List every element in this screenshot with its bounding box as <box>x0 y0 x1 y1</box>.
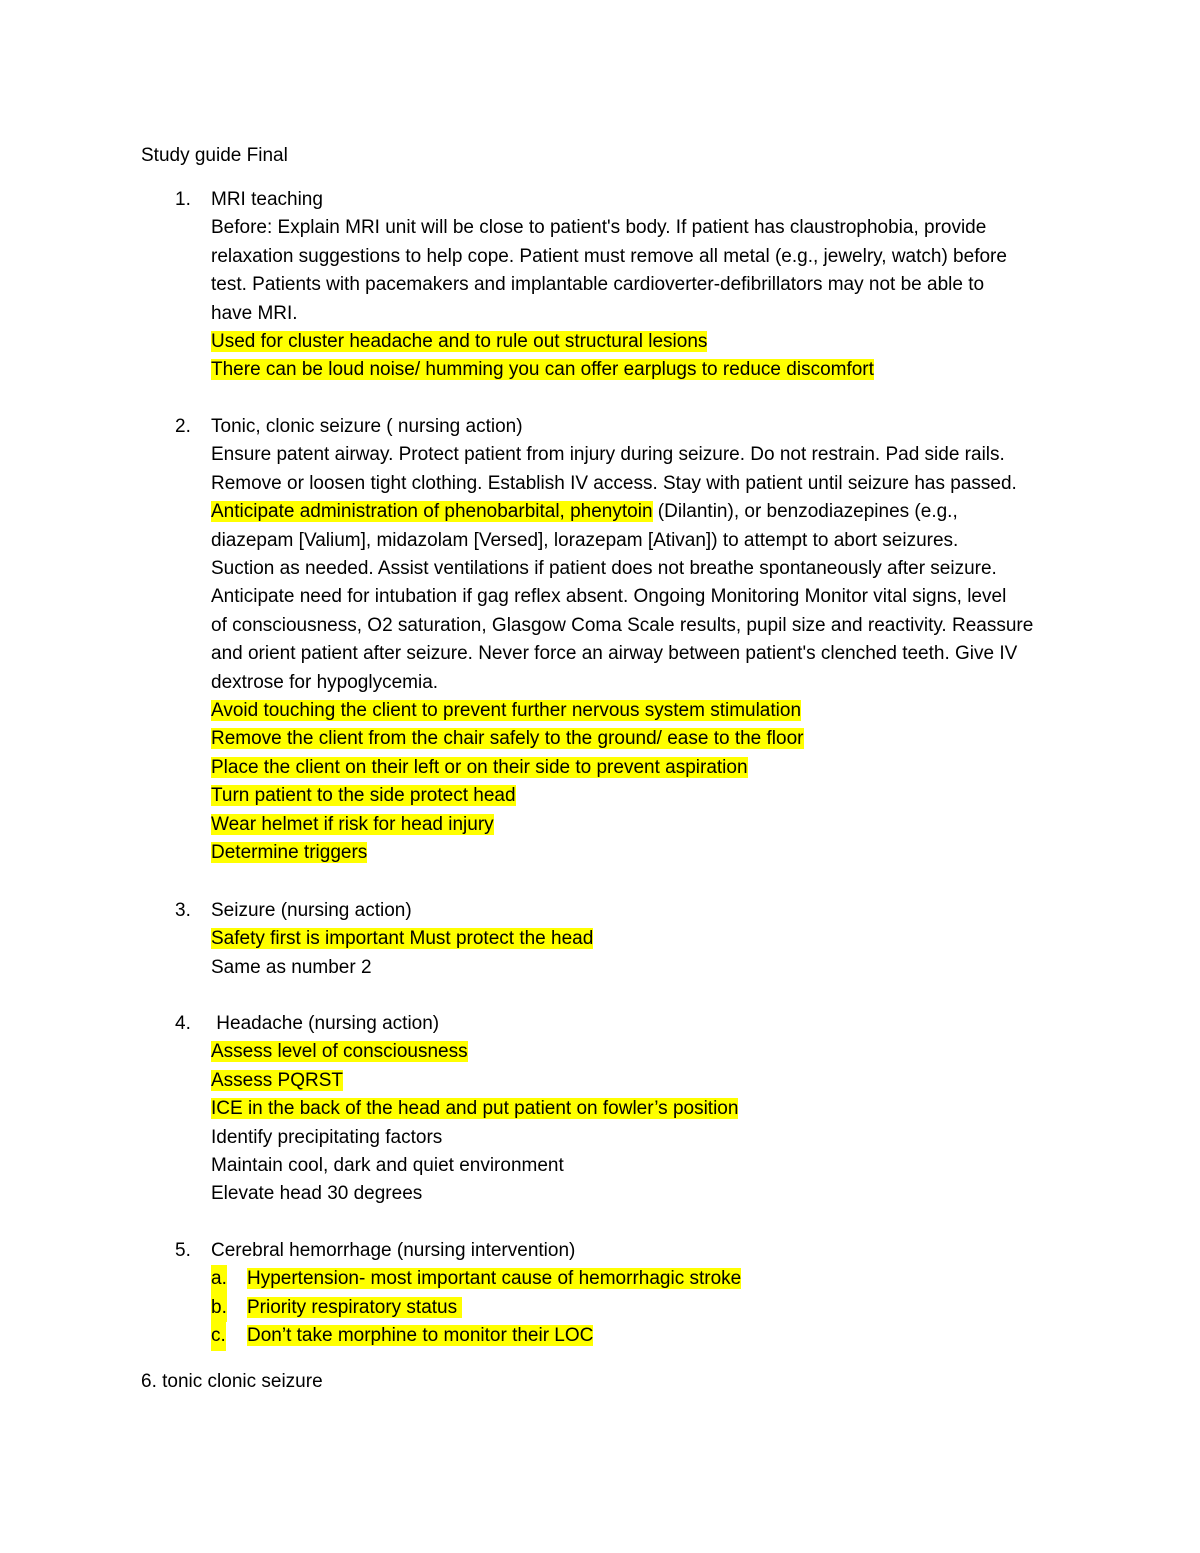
text-line: Maintain cool, dark and quiet environment <box>211 1155 564 1177</box>
page-title: Study guide Final <box>141 145 288 166</box>
item-heading: Cerebral hemorrhage (nursing intervention) <box>211 1240 576 1261</box>
text-line: Identify precipitating factors <box>211 1126 443 1148</box>
highlighted-line: Wear helmet if risk for head injury <box>211 813 494 835</box>
text-line: of consciousness, O2 saturation, Glasgow Coma Scale results, pupil size and reactivity. Reassure <box>211 614 1034 636</box>
item-heading: Tonic, clonic seizure ( nursing action) <box>211 416 523 437</box>
text-line: diazepam [Valium], midazolam [Versed], lorazepam [Ativan]) to attempt to abort seizures. <box>211 529 959 551</box>
plain-text: (Dilantin), or benzodiazepines (e.g., <box>652 501 958 523</box>
text-line: and orient patient after seizure. Never force an airway between patient's clenched teeth. Give IV <box>211 643 1018 665</box>
item-heading: Seizure (nursing action) <box>211 900 412 921</box>
text-line: Before: Explain MRI unit will be close to patient's body. If patient has claustrophobia, provide <box>211 217 987 239</box>
item-number: 3. <box>175 900 191 921</box>
item-number: 2. <box>175 416 191 437</box>
text-line: Remove or loosen tight clothing. Establish IV access. Stay with patient until seizure has passed. <box>211 472 1017 494</box>
footer-item: 6. tonic clonic seizure <box>141 1371 323 1392</box>
highlighted-line: Priority respiratory status <box>247 1296 463 1318</box>
text-line: dextrose for hypoglycemia. <box>211 671 439 693</box>
highlighted-text: Anticipate administration of phenobarbital, phenytoin <box>211 501 653 523</box>
highlighted-line: Don’t take morphine to monitor their LOC <box>247 1325 594 1347</box>
item-number: 4. <box>175 1013 191 1034</box>
text-line: have MRI. <box>211 302 298 324</box>
highlighted-line: Avoid touching the client to prevent further nervous system stimulation <box>211 700 802 722</box>
mixed-line <box>211 498 1071 526</box>
item-5-block <box>211 1237 1071 1351</box>
highlighted-line: Remove the client from the chair safely to the ground/ ease to the floor <box>211 728 804 750</box>
highlighted-line: Turn patient to the side protect head <box>211 785 516 807</box>
text-line: relaxation suggestions to help cope. Patient must remove all metal (e.g., jewelry, watch) before <box>211 245 1007 267</box>
item-number: 1. <box>175 189 191 210</box>
sub-list-item <box>211 1294 1071 1322</box>
sub-letter: a. <box>211 1265 227 1293</box>
highlighted-line: ICE in the back of the head and put patient on fowler’s position <box>211 1098 739 1120</box>
text-line: Suction as needed. Assist ventilations if patient does not breathe spontaneously after seizure. <box>211 558 997 580</box>
text-line: test. Patients with pacemakers and implantable cardioverter-defibrillators may not be able to <box>211 274 985 296</box>
highlighted-line: Place the client on their left or on their side to prevent aspiration <box>211 756 748 778</box>
text-line: Ensure patent airway. Protect patient from injury during seizure. Do not restrain. Pad side rails. <box>211 444 1005 466</box>
sub-letter: b. <box>211 1294 227 1322</box>
sub-list-item <box>211 1322 1071 1350</box>
highlighted-line: There can be loud noise/ humming you can offer earplugs to reduce discomfort <box>211 359 874 381</box>
highlighted-line: Used for cluster headache and to rule out structural lesions <box>211 331 708 353</box>
text-line: Elevate head 30 degrees <box>211 1183 423 1205</box>
text-line: Same as number 2 <box>211 956 372 978</box>
item-number: 5. <box>175 1240 191 1261</box>
text-line: Anticipate need for intubation if gag reflex absent. Ongoing Monitoring Monitor vital signs, level <box>211 586 1007 608</box>
sub-list-item <box>211 1265 1071 1293</box>
sub-letter: c. <box>211 1322 226 1350</box>
highlighted-line: Hypertension- most important cause of hemorrhagic stroke <box>247 1268 742 1290</box>
highlighted-line: Assess PQRST <box>211 1069 343 1091</box>
item-1-block <box>211 186 1071 385</box>
item-heading: Headache (nursing action) <box>211 1013 440 1034</box>
item-heading: MRI teaching <box>211 189 323 210</box>
highlighted-line: Safety first is important Must protect the head <box>211 928 594 950</box>
item-2-block <box>211 413 1071 868</box>
item-3-block <box>211 897 1071 982</box>
highlighted-line: Determine triggers <box>211 842 368 864</box>
item-4-block <box>211 1010 1071 1209</box>
highlighted-line: Assess level of consciousness <box>211 1041 468 1063</box>
